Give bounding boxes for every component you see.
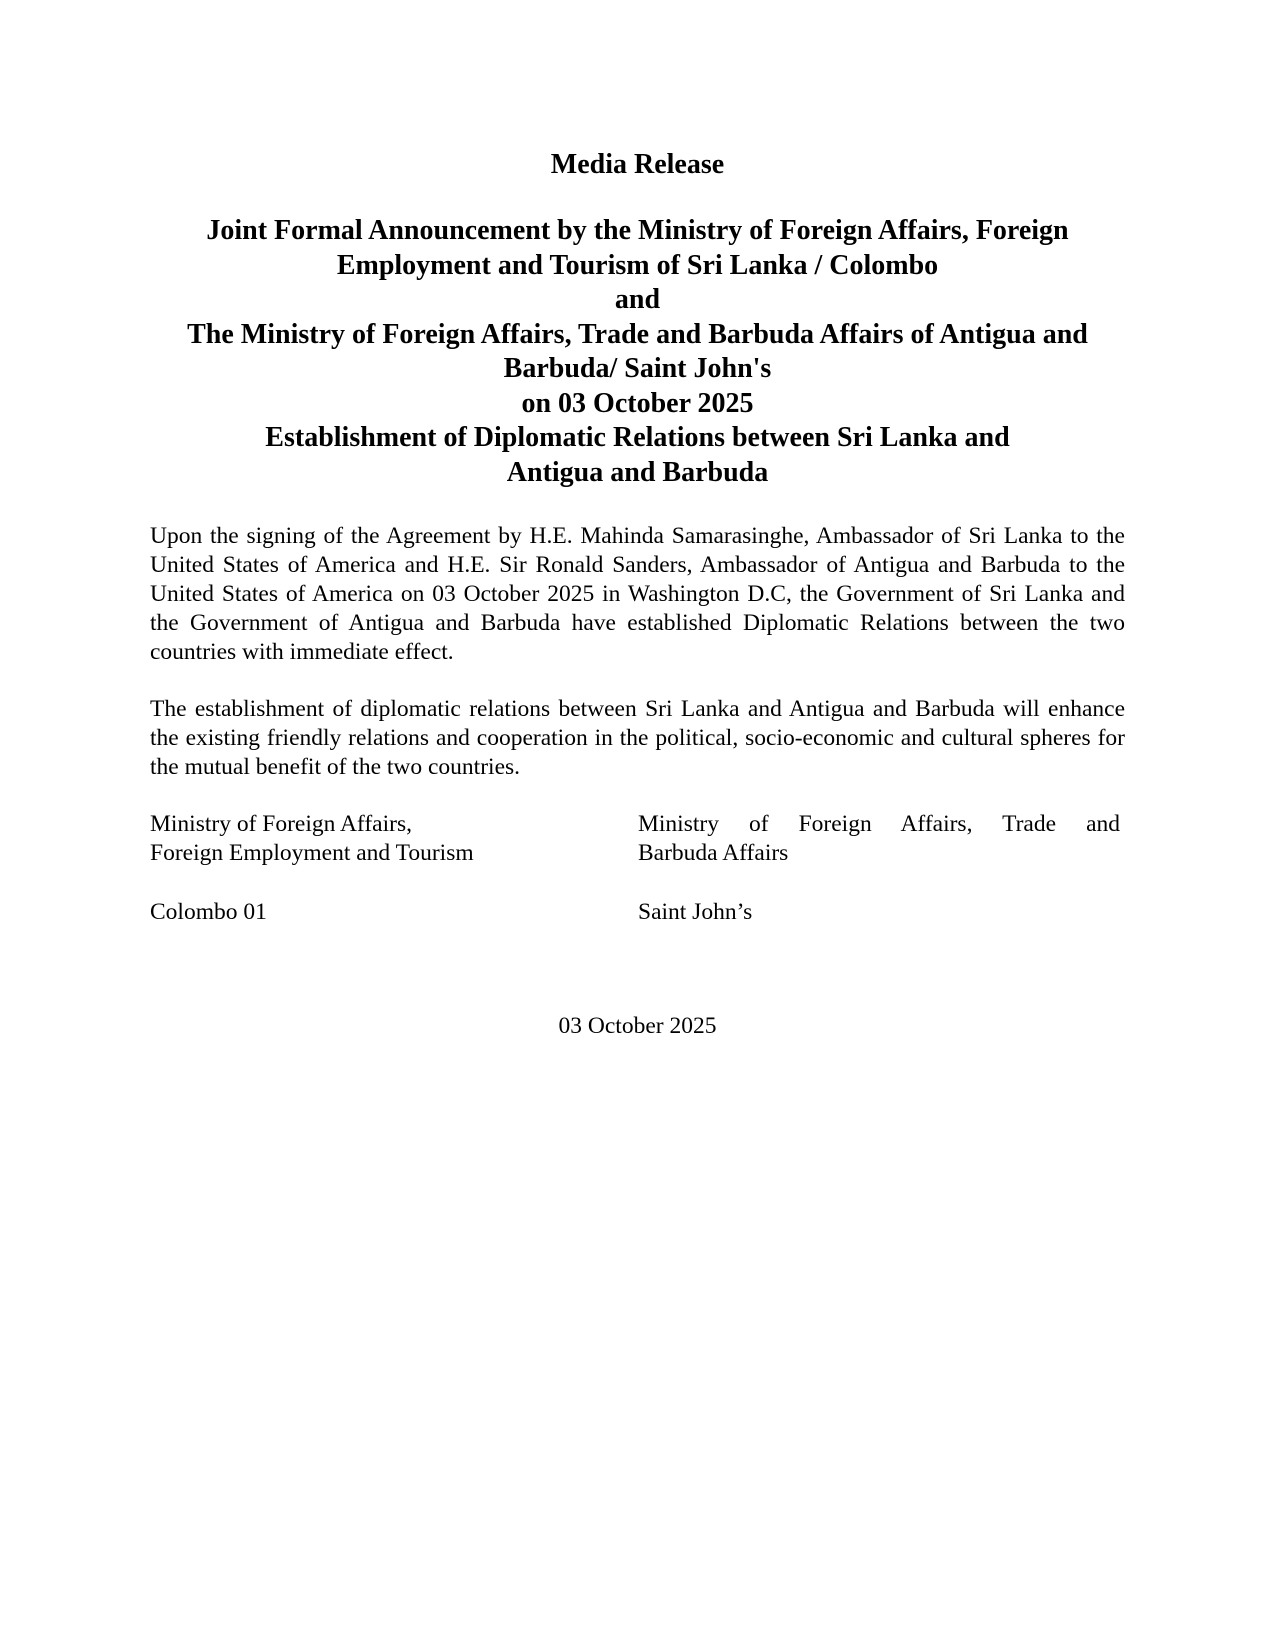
right-org-line: Ministry of Foreign Affairs, Trade and [638, 811, 1120, 837]
title-line: Barbuda/ Saint John's [503, 353, 772, 384]
left-org-line: Foreign Employment and Tourism [150, 840, 474, 866]
document-type: Media Release [550, 149, 725, 180]
title-line: Antigua and Barbuda [506, 456, 769, 488]
right-org-line: Barbuda Affairs [638, 840, 789, 866]
document-heading [150, 148, 1125, 490]
title-line: Employment and Tourism of Sri Lanka / Colombo [336, 249, 939, 281]
title-line: and [614, 284, 661, 315]
right-signatory-city: Saint John’s [638, 899, 753, 925]
right-signatory-organization [638, 810, 1120, 868]
body-paragraph-2: The establishment of diplomatic relations between Sri Lanka and Antigua and Barbuda will enhance the existing friendly relations and cooperation in the political, socio-economic and cultural spheres for the mutual benefit of the two countries. [150, 696, 1125, 780]
body-paragraph-1: Upon the signing of the Agreement by H.E. Mahinda Samarasinghe, Ambassador of Sri Lanka to the United States of America and H.E. Sir Ronald Sanders, Ambassador of Antigua and Barbuda to the United States of America on 03 October 2025 in Washington D.C, the Government of Sri Lanka and the Government of Antigua and Barbuda have established Diplomatic Relations between the two countries with immediate effect. [150, 523, 1125, 665]
title-line: Establishment of Diplomatic Relations between Sri Lanka and [265, 422, 1010, 453]
left-org-line: Ministry of Foreign Affairs, [150, 811, 412, 837]
document-title [150, 214, 1125, 490]
title-line: on 03 October 2025 [521, 387, 754, 419]
left-signatory-organization [150, 810, 590, 868]
title-line: Joint Formal Announcement by the Ministry of Foreign Affairs, Foreign [206, 215, 1069, 246]
title-line: The Ministry of Foreign Affairs, Trade and Barbuda Affairs of Antigua and [187, 318, 1088, 350]
left-signatory-city: Colombo 01 [150, 899, 267, 925]
document-date: 03 October 2025 [558, 1013, 717, 1039]
